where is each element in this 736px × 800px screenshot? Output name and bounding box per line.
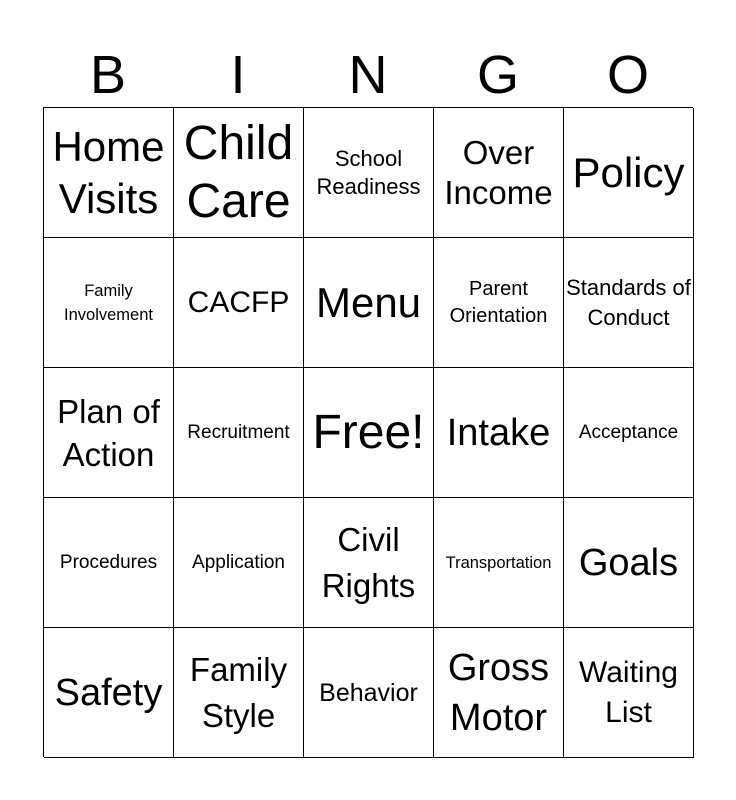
bingo-cell[interactable] [304, 238, 434, 368]
cell-label: Civil Rights [321, 520, 416, 604]
cell-label: Gross Motor [447, 646, 550, 739]
cell-label: Parent Orientation [449, 277, 548, 327]
bingo-cell[interactable] [304, 368, 434, 498]
cell-label: Over Income [444, 133, 553, 211]
bingo-cell[interactable] [564, 368, 694, 498]
bingo-cell[interactable] [434, 368, 564, 498]
cell-label: Intake [446, 411, 551, 454]
header-letter-o: O [606, 45, 649, 105]
cell-label: Free! [312, 405, 425, 459]
cell-label: School Readiness [316, 145, 421, 199]
cell-label: Waiting List [579, 655, 678, 729]
cell-label: CACFP [187, 285, 290, 319]
bingo-cell[interactable] [44, 628, 174, 758]
header-letter-g: G [476, 45, 519, 105]
cell-label: Recruitment [187, 421, 290, 443]
bingo-cell[interactable] [174, 238, 304, 368]
cell-label: Transportation [445, 553, 552, 572]
bingo-cell[interactable] [44, 498, 174, 628]
cell-label: Procedures [59, 551, 158, 573]
header-letter-i: I [230, 45, 246, 105]
header-letter-n: N [348, 45, 388, 105]
bingo-cell[interactable] [434, 238, 564, 368]
bingo-cell[interactable] [174, 368, 304, 498]
bingo-cell[interactable] [174, 108, 304, 238]
bingo-header [43, 44, 693, 106]
bingo-cell[interactable] [304, 628, 434, 758]
bingo-cell[interactable] [564, 238, 694, 368]
cell-label: Application [192, 551, 285, 573]
bingo-board [43, 107, 693, 757]
bingo-cell[interactable] [304, 108, 434, 238]
bingo-cell[interactable] [434, 498, 564, 628]
bingo-cell[interactable] [434, 628, 564, 758]
cell-label: Home Visits [52, 122, 165, 222]
cell-label: Child Care [183, 116, 294, 228]
cell-label: Standards of Conduct [566, 274, 691, 330]
cell-label: Plan of Action [57, 392, 160, 473]
bingo-cell[interactable] [564, 108, 694, 238]
cell-label: Acceptance [578, 421, 679, 443]
cell-label: Safety [54, 671, 163, 714]
cell-label: Family Style [189, 650, 288, 734]
bingo-cell[interactable] [434, 108, 564, 238]
cell-label: Policy [572, 148, 685, 196]
header-letter-b: B [89, 45, 127, 105]
bingo-cell[interactable] [174, 498, 304, 628]
bingo-cell[interactable] [304, 498, 434, 628]
bingo-cell[interactable] [564, 498, 694, 628]
bingo-cell[interactable] [564, 628, 694, 758]
bingo-cell[interactable] [174, 628, 304, 758]
cell-label: Behavior [319, 678, 418, 707]
cell-label: Family Involvement [64, 281, 153, 324]
bingo-cell[interactable] [44, 368, 174, 498]
bingo-cell[interactable] [44, 238, 174, 368]
cell-label: Menu [315, 278, 422, 326]
bingo-cell[interactable] [44, 108, 174, 238]
cell-label: Goals [578, 541, 679, 584]
